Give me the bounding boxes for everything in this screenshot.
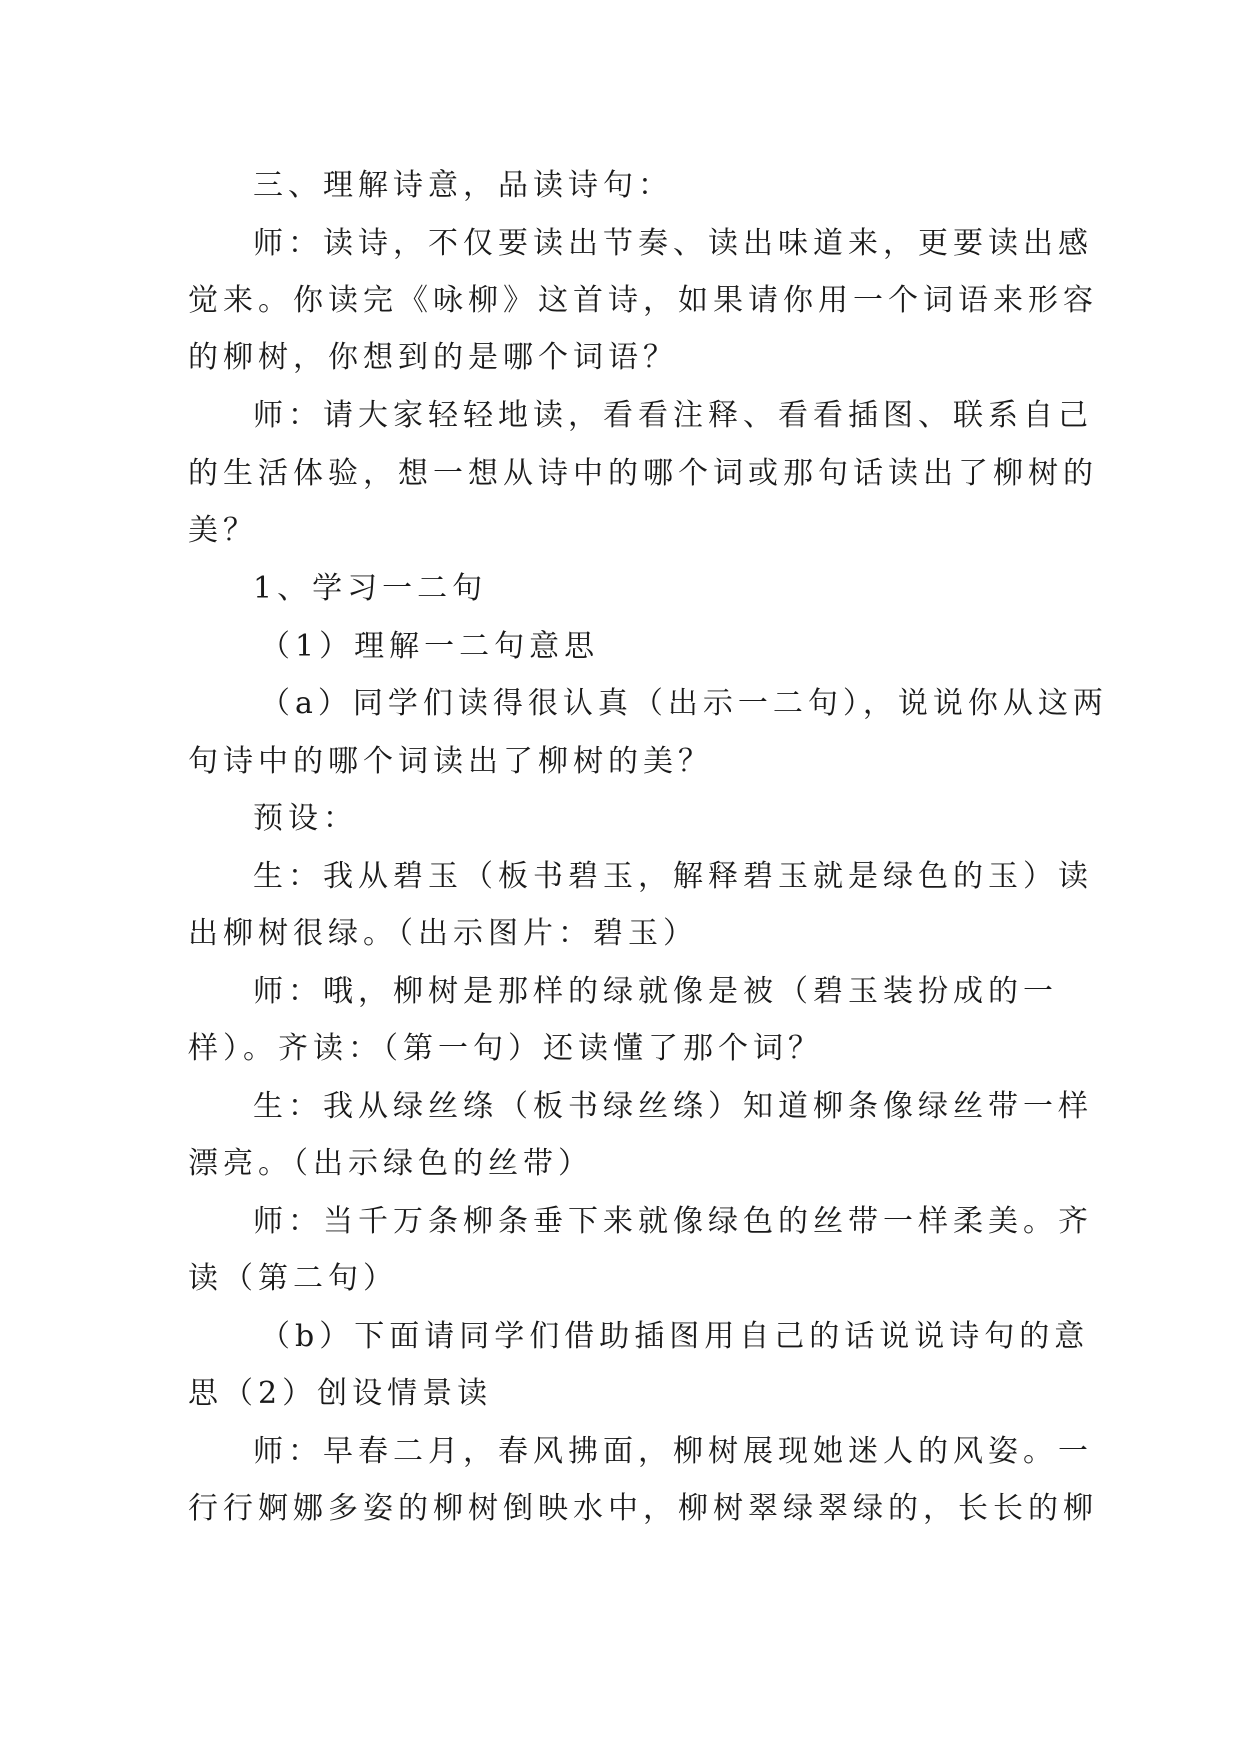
paragraph-line: 师：早春二月，春风拂面，柳树展现她迷人的风姿。一 xyxy=(253,1434,1093,1469)
subsection-heading: 1、学习一二句 xyxy=(253,571,488,606)
paragraph-line: 出柳树很绿。（出示图片：碧玉） xyxy=(188,916,698,951)
paragraph-line: 生：我从碧玉（板书碧玉，解释碧玉就是绿色的玉）读 xyxy=(253,859,1093,894)
paragraph-line: 师：当千万条柳条垂下来就像绿色的丝带一样柔美。齐 xyxy=(253,1204,1093,1239)
paragraph-line: 师：读诗，不仅要读出节奏、读出味道来，更要读出感 xyxy=(253,226,1093,261)
paragraph-line: 预设： xyxy=(253,801,358,836)
paragraph-line: 样）。齐读：（第一句）还读懂了那个词？ xyxy=(188,1031,823,1066)
paragraph-line: 生：我从绿丝绦（板书绿丝绦）知道柳条像绿丝带一样 xyxy=(253,1089,1093,1124)
section-heading: 三、理解诗意，品读诗句： xyxy=(253,168,673,203)
paragraph-line: 觉来。你读完《咏柳》这首诗，如果请你用一个词语来形容 xyxy=(188,283,1098,318)
paragraph-line: 思（2）创设情景读 xyxy=(188,1376,493,1411)
paragraph-line: 美？ xyxy=(188,513,258,548)
paragraph-line: 的生活体验，想一想从诗中的哪个词或那句话读出了柳树的 xyxy=(188,456,1098,491)
paragraph-line: 读（第二句） xyxy=(188,1261,398,1296)
paragraph-line: 师：哦，柳树是那样的绿就像是被（碧玉装扮成的一 xyxy=(253,974,1058,1009)
subsection-heading: （1）理解一二句意思 xyxy=(260,629,600,664)
paragraph-line: 行行婀娜多姿的柳树倒映水中，柳树翠绿翠绿的，长长的柳 xyxy=(188,1491,1098,1526)
paragraph-line: 师：请大家轻轻地读，看看注释、看看插图、联系自己 xyxy=(253,398,1093,433)
paragraph-line: （a）同学们读得很认真（出示一二句），说说你从这两 xyxy=(260,686,1108,721)
paragraph-line: 漂亮。（出示绿色的丝带） xyxy=(188,1146,593,1181)
paragraph-line: （b）下面请同学们借助插图用自己的话说说诗句的意 xyxy=(260,1319,1090,1354)
paragraph-line: 的柳树，你想到的是哪个词语？ xyxy=(188,340,678,375)
paragraph-line: 句诗中的哪个词读出了柳树的美？ xyxy=(188,744,713,779)
